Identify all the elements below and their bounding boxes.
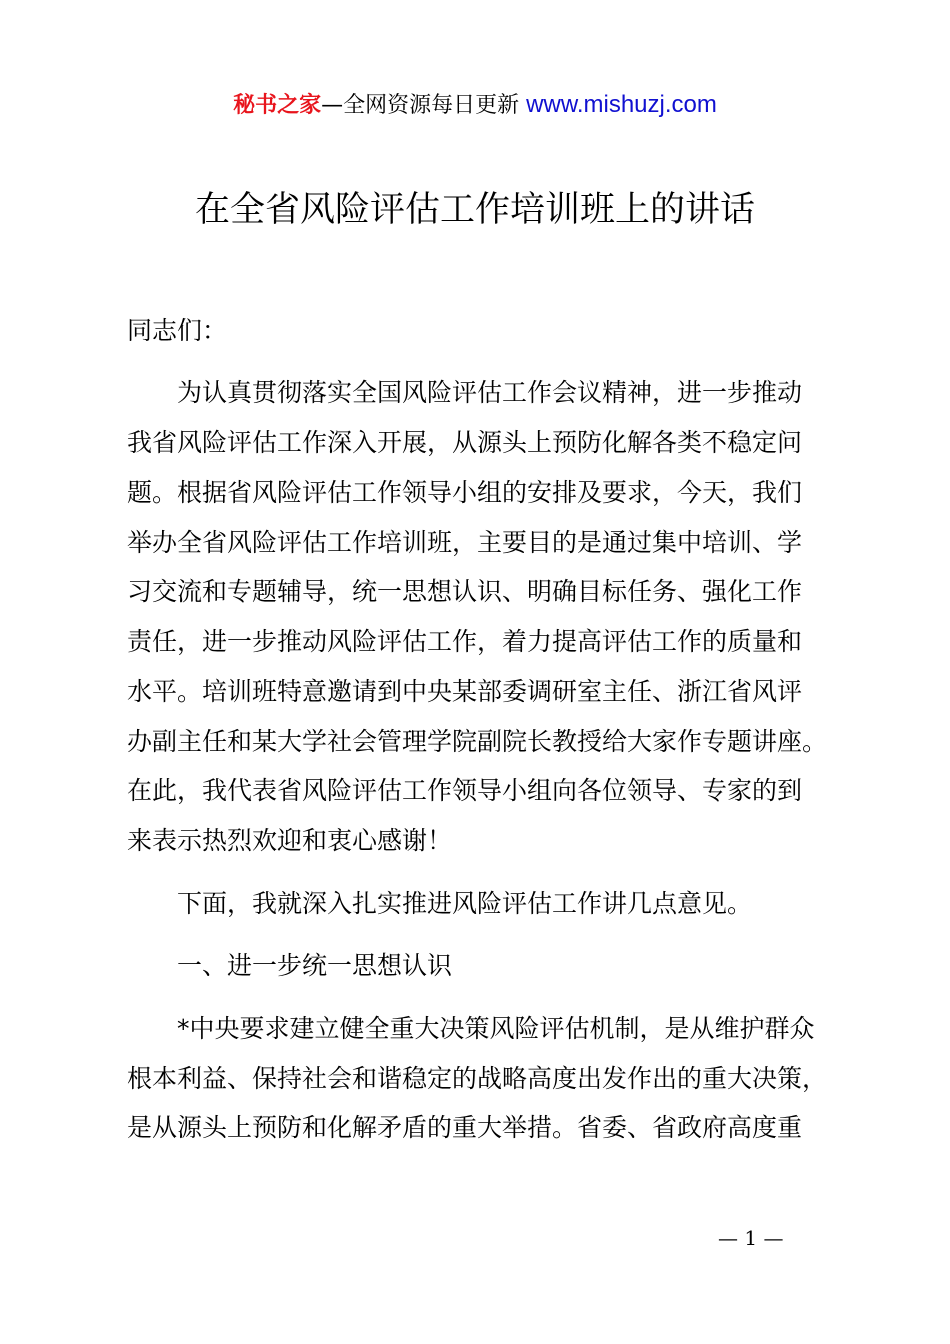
text-line: *中央要求建立健全重大决策风险评估机制，是从维护群众 bbox=[127, 1014, 815, 1043]
document-title: 在全省风险评估工作培训班上的讲话 bbox=[194, 190, 755, 230]
brand-name: 秘书之家 bbox=[233, 93, 322, 118]
text-line: 来表示热烈欢迎和衷心感谢！ bbox=[127, 826, 453, 855]
text-line: 责任，进一步推动风险评估工作，着力提高评估工作的质量和 bbox=[127, 627, 803, 656]
page-number: — 1 — bbox=[718, 1226, 784, 1250]
text-line: 为认真贯彻落实全国风险评估工作会议精神，进一步推动 bbox=[127, 378, 803, 407]
header-tagline: —全网资源每日更新 bbox=[321, 93, 520, 118]
text-line: 办副主任和某大学社会管理学院副院长教授给大家作专题讲座。 bbox=[127, 727, 828, 756]
site-header bbox=[0, 88, 950, 119]
text-line: 根本利益、保持社会和谐稳定的战略高度出发作出的重大决策， bbox=[127, 1064, 828, 1093]
text-line: 同志们： bbox=[127, 316, 228, 345]
text-line: 题。根据省风险评估工作领导小组的安排及要求，今天，我们 bbox=[127, 478, 803, 507]
text-line: 一、进一步统一思想认识 bbox=[127, 951, 453, 980]
text-line: 举办全省风险评估工作培训班，主要目的是通过集中培训、学 bbox=[127, 528, 803, 557]
text-line: 在此，我代表省风险评估工作领导小组向各位领导、专家的到 bbox=[127, 776, 803, 805]
text-line: 习交流和专题辅导，统一思想认识、明确目标任务、强化工作 bbox=[127, 577, 803, 606]
text-line: 水平。培训班特意邀请到中央某部委调研室主任、浙江省风评 bbox=[127, 677, 803, 706]
site-url-link[interactable]: www.mishuzj.com bbox=[526, 91, 717, 118]
text-line: 是从源头上预防和化解矛盾的重大举措。省委、省政府高度重 bbox=[127, 1113, 803, 1142]
text-line: 我省风险评估工作深入开展，从源头上预防化解各类不稳定问 bbox=[127, 428, 803, 457]
text-line: 下面，我就深入扎实推进风险评估工作讲几点意见。 bbox=[127, 889, 753, 918]
